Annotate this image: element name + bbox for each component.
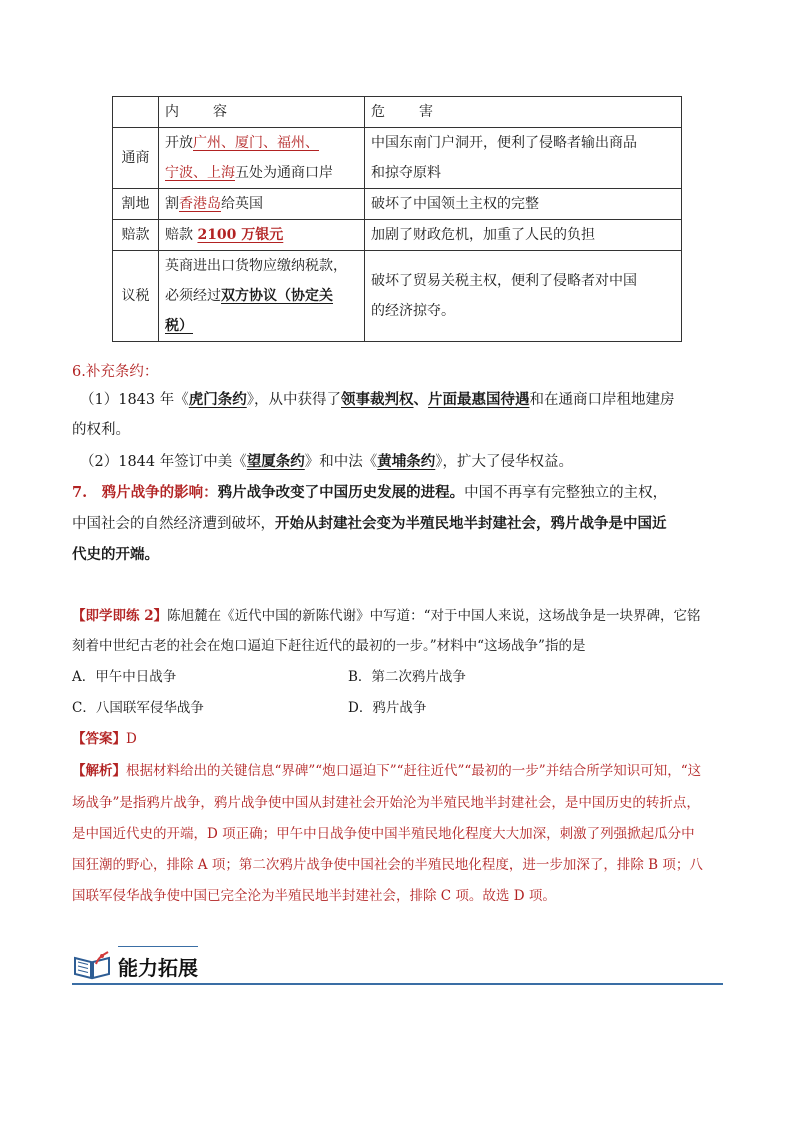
impact-line-2 <box>72 512 667 533</box>
row-content <box>159 189 365 220</box>
highlight-term: 双方协议（协定关 <box>221 288 333 304</box>
section-underline <box>72 983 723 985</box>
analysis-line-5: 国联军侵华战争使中国已完全沦为半殖民地半封建社会，排除 C 项。故选 D 项。 <box>72 888 556 904</box>
content-line: 英商进出口货物应缴纳税款， <box>165 258 347 274</box>
harm-line: 和掠夺原料 <box>371 165 441 181</box>
row-content <box>159 251 365 342</box>
exercise-question-line-2: 刻着中世纪古老的社会在炮口逼迫下赶往近代的最初的一步。”材料中“这场战争”指的是 <box>72 638 586 654</box>
header-cell-blank <box>113 97 159 128</box>
open-book-icon <box>72 950 112 980</box>
rich-line <box>165 128 358 158</box>
highlight-term: 香港岛 <box>179 196 221 212</box>
rich-line <box>165 311 358 341</box>
exercise-tag: 【即学即练 2】 <box>72 608 168 624</box>
supplement-item-1-cont: 的权利。 <box>72 422 130 438</box>
highlight-term: 福州 <box>277 135 305 151</box>
text-span: 和在通商口岸租地建房 <box>529 392 675 408</box>
analysis-tag: 【解析】 <box>72 763 126 779</box>
analysis-line-3: 是中国近代史的开端，D 项正确；甲午中日战争使中国半殖民地化程度大大加深，刺激了列强掀起瓜分中 <box>72 826 695 842</box>
text-span: 中国不再享有完整独立的主权， <box>464 485 668 501</box>
highlight-term: 上海 <box>207 165 235 181</box>
highlight-term: 2100 万银元 <box>197 227 284 243</box>
treaty-name: 望厦条约 <box>246 453 305 470</box>
rich-line <box>165 281 358 311</box>
header-cell-content: 内 容 <box>159 97 365 128</box>
table-row-tariff <box>113 251 682 342</box>
highlight-term: 、 <box>221 135 235 151</box>
harm-line: 中国东南门户洞开，便利了侵略者输出商品 <box>371 135 637 151</box>
highlight-term: 、 <box>263 135 277 151</box>
option-a[interactable]: A．甲午中日战争 <box>72 669 177 685</box>
row-harm: 破坏了中国领土主权的完整 <box>365 189 682 220</box>
text-span: 鸦片战争是中国近 <box>550 515 667 532</box>
text-span: 必须经过 <box>165 288 221 304</box>
row-label: 议税 <box>113 251 159 342</box>
row-content <box>159 220 365 251</box>
highlight-term: 、 <box>305 135 319 151</box>
row-label: 割地 <box>113 189 159 220</box>
impact-line-3: 代史的开端。 <box>72 546 159 563</box>
treaty-name: 虎门条约 <box>188 391 247 408</box>
treaty-name: 黄埔条约 <box>377 453 436 470</box>
answer-line <box>72 727 137 747</box>
section-title: 能力拓展 <box>118 956 198 980</box>
supplement-item-1 <box>80 388 675 409</box>
answer-tag: 【答案】 <box>72 731 126 747</box>
highlight-term: 税） <box>165 318 193 334</box>
text-span: （1）1843 年《 <box>80 392 189 408</box>
header-cell-harm: 危 害 <box>365 97 682 128</box>
exercise-question-line-1 <box>72 604 701 624</box>
rich-line <box>165 158 358 188</box>
highlight-term: 宁波 <box>165 165 193 181</box>
row-content <box>159 128 365 189</box>
treaty-terms-table <box>112 96 682 342</box>
text-span: 开始从封建社会变为半殖民地半封建社会 <box>275 515 536 532</box>
answer-value: D <box>126 731 137 747</box>
harm-line: 的经济掠夺。 <box>371 303 455 319</box>
row-harm <box>365 128 682 189</box>
row-harm: 加剧了财政危机，加重了人民的负担 <box>365 220 682 251</box>
table-header-row <box>113 97 682 128</box>
impact-heading: 7. 鸦片战争的影响： <box>72 484 218 501</box>
text-span: 给英国 <box>221 196 263 212</box>
text-span: 赔款 <box>165 227 198 243</box>
text-span: 根据材料给出的关键信息“界碑”“炮口逼迫下”“赶往近代”“最初的一步”并结合所学知识可知，“这 <box>126 763 702 779</box>
analysis-line-2: 场战争”是指鸦片战争，鸦片战争使中国从封建社会开始沦为半殖民地半封建社会，是中国历史的转折点， <box>72 795 700 811</box>
row-harm <box>365 251 682 342</box>
impact-line-1 <box>72 481 667 502</box>
text-span: 割 <box>165 196 179 212</box>
supplement-item-2 <box>80 450 573 471</box>
row-label: 赔款 <box>113 220 159 251</box>
text-span: 、 <box>413 391 428 408</box>
supplement-heading: 6.补充条约： <box>72 364 159 380</box>
text-span: 中国社会的自然经济遭到破坏， <box>72 516 275 532</box>
text-span: ， <box>536 515 551 532</box>
text-span: 陈旭麓在《近代中国的新陈代谢》中写道：“对于中国人来说，这场战争是一块界碑，它铭 <box>167 608 701 624</box>
text-span: （2）1844 年签订中美《 <box>80 454 247 470</box>
highlight-term: 广州 <box>193 135 221 151</box>
analysis-line-1 <box>72 759 701 779</box>
privilege-term: 领事裁判权 <box>341 391 414 408</box>
table-row-trade <box>113 128 682 189</box>
row-label: 通商 <box>113 128 159 189</box>
text-span: 》，扩大了侵华权益。 <box>435 454 573 470</box>
text-span: 》，从中获得了 <box>246 392 341 408</box>
option-c[interactable]: C．八国联军侵华战争 <box>72 700 204 716</box>
table-row-indemnity <box>113 220 682 251</box>
section-top-rule <box>118 946 198 947</box>
text-span: 五处为通商口岸 <box>235 165 333 181</box>
option-d[interactable]: D．鸦片战争 <box>348 700 427 716</box>
text-span: 开放 <box>165 135 193 151</box>
table-row-cession <box>113 189 682 220</box>
privilege-term: 片面最惠国待遇 <box>428 391 530 408</box>
option-b[interactable]: B．第二次鸦片战争 <box>348 669 466 685</box>
text-span: 》和中法《 <box>304 454 378 470</box>
highlight-term: 、 <box>193 165 207 181</box>
harm-line: 破坏了贸易关税主权，便利了侵略者对中国 <box>371 273 637 289</box>
analysis-line-4: 国狂潮的野心，排除 A 项；第二次鸦片战争使中国社会的半殖民地化程度，进一步加深了，排除 B 项；八 <box>72 857 703 873</box>
highlight-term: 厦门 <box>235 135 263 151</box>
text-span: 鸦片战争改变了中国历史发展的进程。 <box>217 484 465 501</box>
